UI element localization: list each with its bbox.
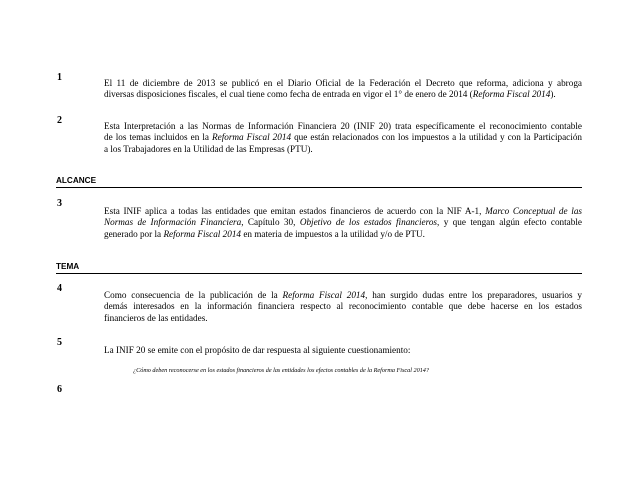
text-run: Como consecuencia de la publicación de la (104, 290, 283, 300)
text-run: a los Trabajadores en la Utilidad de las Empresas (PTU). (104, 143, 313, 154)
text-run: La INIF 20 se emite con el propósito de dar respuesta al siguiente cuestionamiento: (104, 345, 411, 355)
paragraph-line (104, 290, 582, 301)
paragraph-number-1: 1 (57, 72, 62, 83)
paragraph-3 (104, 206, 582, 240)
paragraph-number-3: 3 (57, 198, 62, 209)
paragraph-number-4: 4 (57, 283, 62, 294)
paragraph-line (104, 78, 582, 89)
text-run: de los temas incluidos en la (104, 132, 212, 143)
text-run: , y que tengan algún efecto contable (437, 217, 582, 228)
section-heading-tema: TEMA (56, 262, 582, 274)
text-run: , Capítulo 30, (241, 217, 300, 228)
paragraph-5 (104, 345, 582, 356)
paragraph-number-6: 6 (57, 384, 62, 395)
paragraph-line (104, 301, 582, 312)
text-run: El 11 de diciembre de 2013 se publicó en el Diario Oficial de la Federación el Decreto que reforma, adiciona y abroga (104, 78, 582, 88)
paragraph-2 (104, 121, 582, 155)
text-run: demás interesados en la información financiera respecto al reconocimiento contable que debe hacerse en los estados (104, 301, 582, 312)
text-run: diversas disposiciones fiscales, el cual tiene como fecha de entrada en vigor el 1° de enero de 2014 ( (104, 89, 473, 100)
italic-text: Objetivo de los estados financieros (299, 217, 437, 228)
paragraph-line (104, 313, 582, 324)
italic-text: Reforma Fiscal 2014 (163, 228, 242, 239)
paragraph-line (104, 121, 582, 132)
paragraph-number-2: 2 (57, 115, 62, 126)
paragraph-line (104, 89, 582, 100)
italic-text: Normas de Información Financiera (104, 217, 242, 228)
paragraph-line (104, 144, 582, 155)
italic-text: Marco Conceptual de las (485, 206, 582, 216)
text-run: que están relacionados con los impuestos a la utilidad y con la Participación (291, 132, 583, 143)
paragraph-line (104, 229, 582, 240)
text-run: , han surgido dudas entre los preparadores, usuarios y (365, 290, 582, 300)
italic-text: Reforma Fiscal 2014 (212, 132, 292, 143)
paragraph-line (104, 217, 582, 228)
section-heading-alcance: ALCANCE (56, 176, 582, 188)
paragraph-line (104, 345, 582, 356)
paragraph-1 (104, 78, 582, 101)
text-run: Esta INIF aplica a todas las entidades que emitan estados financieros de acuerdo con la NIF A-1, (104, 206, 486, 216)
question-text: ¿Cómo deben reconocerse en los estados financieros de las entidades los efectos contables de la Reforma Fiscal 2014? (133, 367, 429, 374)
text-run: en materia de impuestos a la utilidad y/o de PTU. (241, 228, 425, 239)
text-run: ). (550, 89, 556, 100)
text-run: generado por la (104, 228, 164, 239)
text-run: financieros de las entidades. (104, 312, 208, 323)
italic-text: Reforma Fiscal 2014 (282, 290, 366, 300)
paragraph-line (104, 206, 582, 217)
italic-text: Reforma Fiscal 2014 (472, 89, 551, 100)
paragraph-number-5: 5 (57, 337, 62, 348)
paragraph-line (104, 132, 582, 143)
paragraph-4 (104, 290, 582, 324)
text-run: Esta Interpretación a las Normas de Información Financiera 20 (INIF 20) trata específicamente el reconocimiento contable (104, 121, 582, 131)
